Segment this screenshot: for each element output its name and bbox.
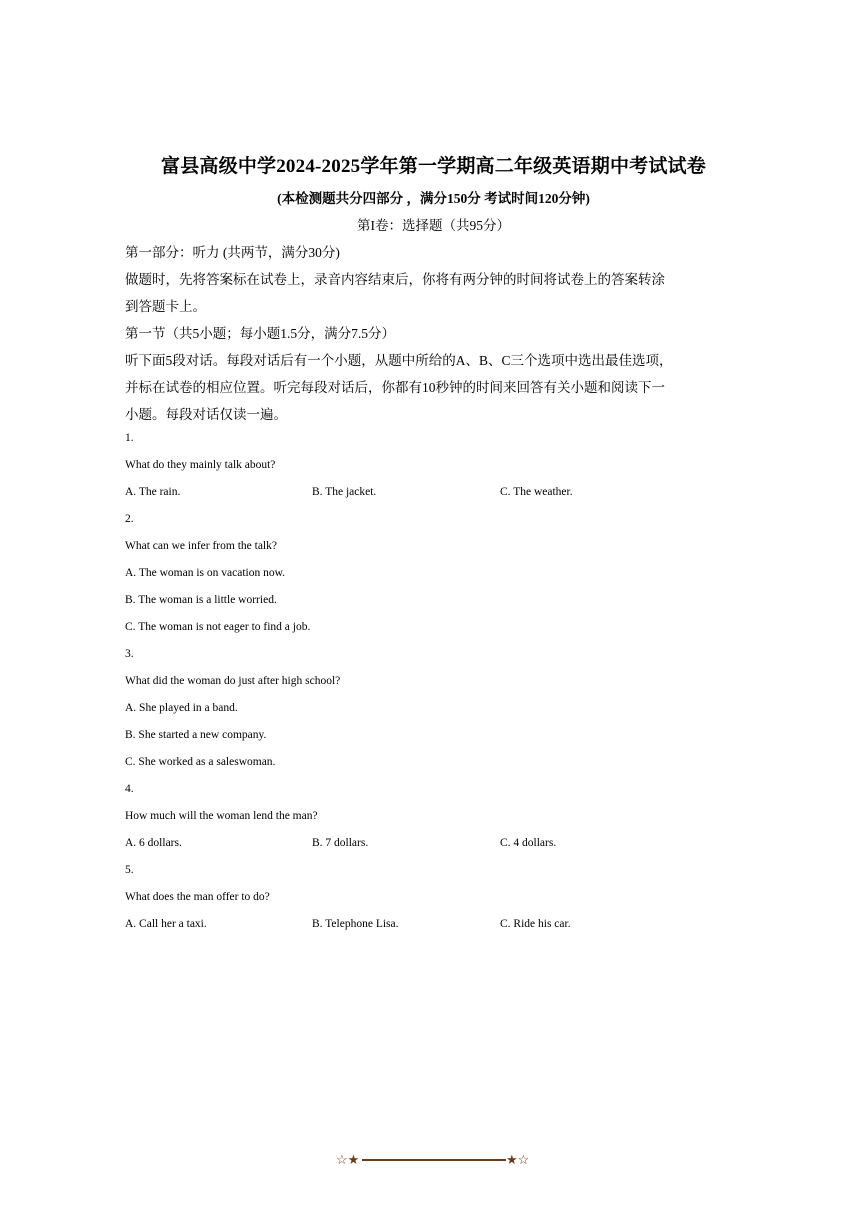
question-number: 5. <box>125 864 134 876</box>
question-text: How much will the woman lend the man? <box>125 810 318 822</box>
part1-instruction-line1: 做题时，先将答案标在试卷上，录音内容结束后，你将有两分钟的时间将试卷上的答案转涂 <box>125 272 665 287</box>
question-text: What did the woman do just after high school? <box>125 675 341 687</box>
question-text: What can we infer from the talk? <box>125 540 277 552</box>
star-icon-right: ★☆ <box>506 1152 530 1167</box>
question-number: 4. <box>125 783 134 795</box>
option-b: B. The jacket. <box>312 486 377 498</box>
option-a: A. The woman is on vacation now. <box>125 567 286 579</box>
option-c: C. The woman is not eager to find a job. <box>125 621 311 633</box>
question-text: What do they mainly talk about? <box>125 459 276 471</box>
footer-divider <box>362 1159 506 1161</box>
question-number: 1. <box>125 432 134 444</box>
option-b: B. Telephone Lisa. <box>312 918 399 930</box>
option-c: C. The weather. <box>500 486 573 498</box>
question-number: 3. <box>125 648 134 660</box>
section1-line2: 并标在试卷的相应位置。听完每段对话后，你都有10秒钟的时间来回答有关小题和阅读下一 <box>125 380 665 395</box>
section1-line3: 小题。每段对话仅读一遍。 <box>125 407 287 422</box>
option-a: A. 6 dollars. <box>125 837 182 849</box>
page-title: 富县高级中学2024-2025学年第一学期高二年级英语期中考试试卷 <box>161 156 706 177</box>
option-a: A. She played in a band. <box>125 702 238 714</box>
option-b: B. 7 dollars. <box>312 837 369 849</box>
question-number: 2. <box>125 513 134 525</box>
section-heading: 第I卷：选择题（共95分） <box>357 218 510 233</box>
part1-instruction-line2: 到答题卡上。 <box>125 299 206 314</box>
star-icon-left: ☆★ <box>336 1152 360 1167</box>
question-text: What does the man offer to do? <box>125 891 270 903</box>
option-b: B. She started a new company. <box>125 729 267 741</box>
option-b: B. The woman is a little worried. <box>125 594 277 606</box>
option-a: A. The rain. <box>125 486 181 498</box>
option-c: C. 4 dollars. <box>500 837 557 849</box>
option-a: A. Call her a taxi. <box>125 918 207 930</box>
exam-info: (本检测题共分四部分 ，满分150分 考试时间120分钟) <box>277 191 590 206</box>
section1-heading: 第一节（共5小题；每小题1.5分，满分7.5分） <box>125 326 395 341</box>
option-c: C. Ride his car. <box>500 918 571 930</box>
section1-line1: 听下面5段对话。每段对话后有一个小题，从题中所给的A、B、C三个选项中选出最佳选项， <box>125 353 673 368</box>
option-c: C. She worked as a saleswoman. <box>125 756 276 768</box>
part1-heading: 第一部分：听力 (共两节，满分30分) <box>125 245 340 260</box>
footer-ornament <box>336 1150 532 1170</box>
